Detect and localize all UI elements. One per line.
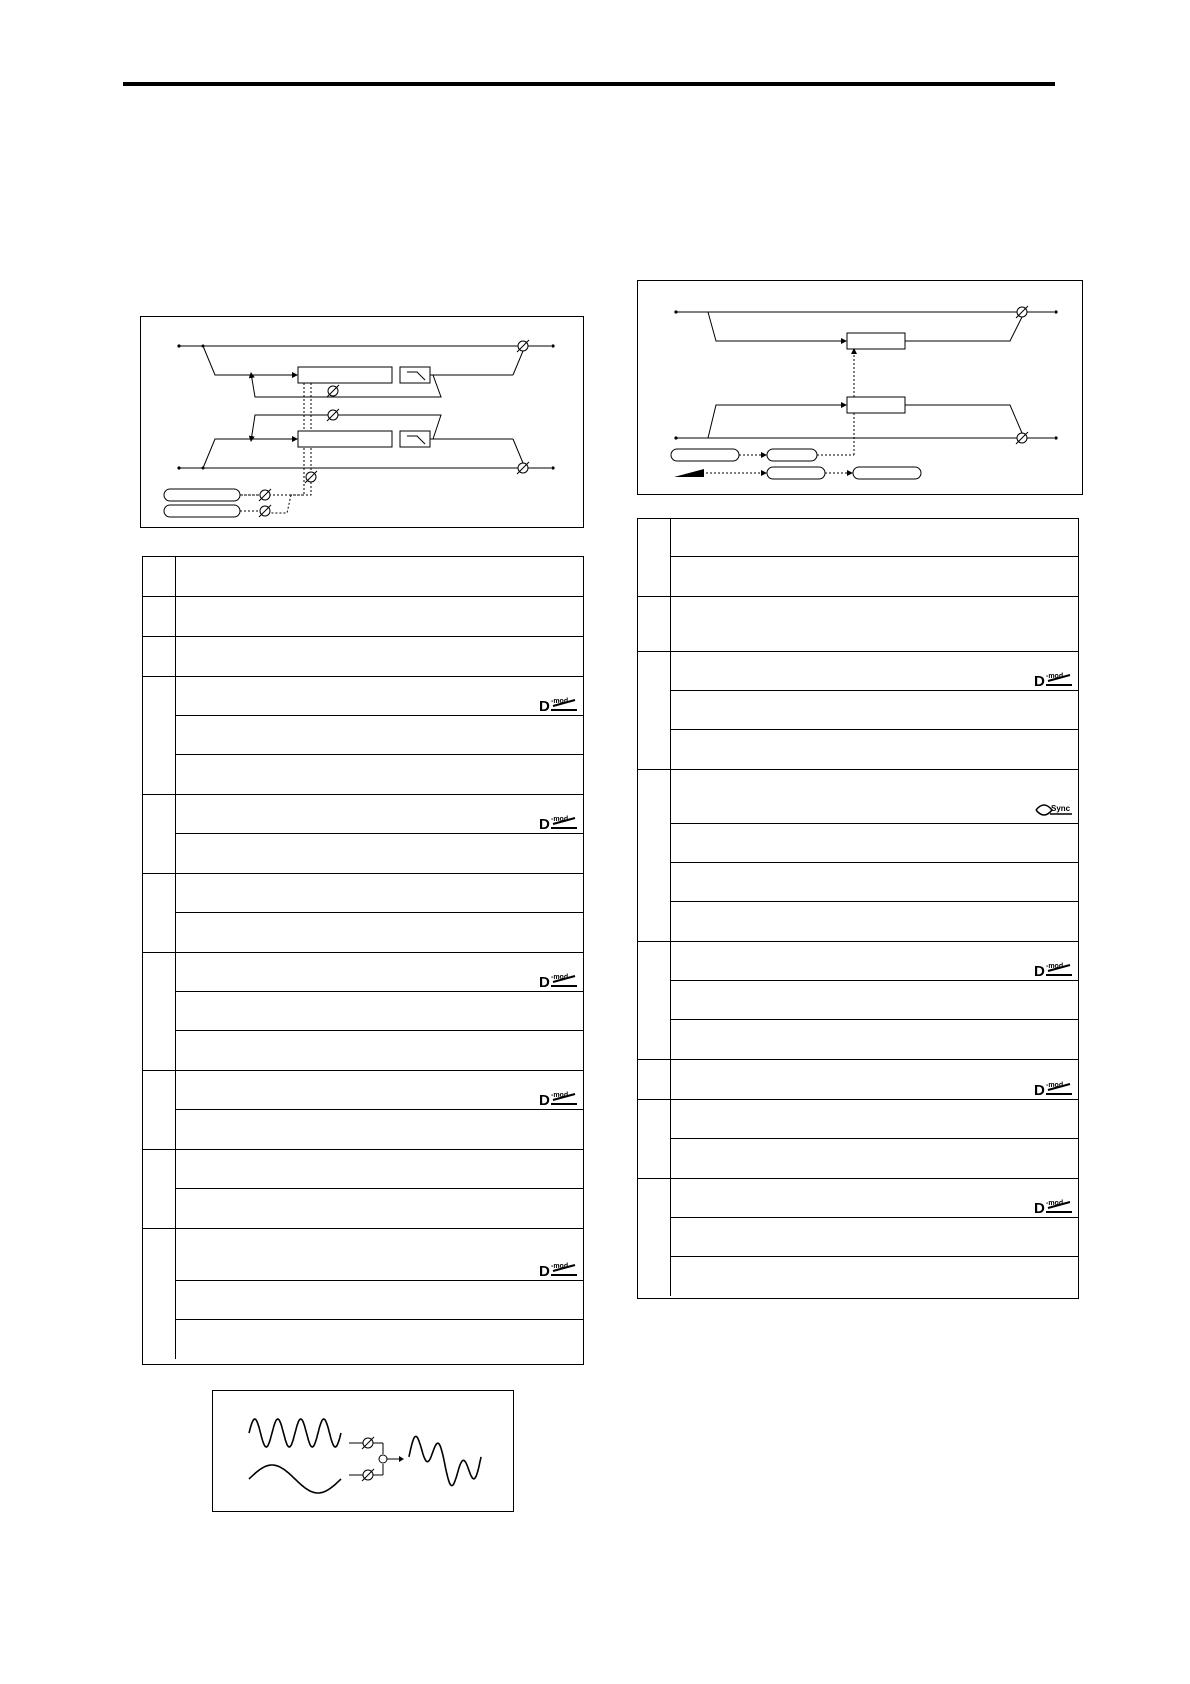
svg-text:-mod: -mod [551, 698, 569, 705]
param-group [638, 770, 1078, 942]
param-group [638, 597, 1078, 652]
svg-text:-mod: -mod [1046, 1082, 1064, 1089]
param-row [176, 795, 583, 834]
param-number-cell [143, 795, 176, 873]
param-row [671, 1100, 1078, 1139]
svg-text:-mod: -mod [551, 974, 569, 981]
block-diagram-right [637, 280, 1083, 495]
param-number-cell [143, 874, 176, 952]
param-row [176, 1071, 583, 1110]
param-number-cell [638, 942, 671, 1059]
param-row [671, 770, 1078, 824]
param-group [143, 795, 583, 874]
param-group [143, 557, 583, 597]
svg-text:D: D [539, 974, 550, 988]
dmod-icon [539, 972, 579, 988]
param-row [176, 755, 583, 794]
param-number-cell [143, 953, 176, 1070]
param-number-cell [638, 597, 671, 651]
param-group [638, 1100, 1078, 1179]
parameter-table-right [637, 518, 1079, 1299]
param-row [671, 824, 1078, 863]
param-number-cell [638, 652, 671, 769]
svg-text:D: D [1034, 1082, 1045, 1096]
param-number-cell [638, 1060, 671, 1099]
sync-icon [1034, 802, 1074, 820]
slow-sine-wave [249, 1465, 341, 1493]
param-row [176, 677, 583, 716]
param-row [176, 1150, 583, 1189]
svg-text:-mod: -mod [551, 1263, 569, 1270]
svg-text:-mod: -mod [1046, 673, 1064, 680]
svg-text:-mod: -mod [551, 1092, 569, 1099]
dmod-icon [539, 814, 579, 830]
param-row [176, 834, 583, 873]
param-number-cell [638, 519, 671, 596]
param-row [671, 691, 1078, 730]
svg-text:-mod: -mod [1046, 963, 1064, 970]
param-group [143, 677, 583, 795]
param-row [176, 1320, 583, 1359]
param-number-cell [638, 1100, 671, 1178]
svg-text:-mod: -mod [1046, 1200, 1064, 1207]
header-rule [123, 82, 1055, 86]
param-row [671, 519, 1078, 557]
param-row [671, 597, 1078, 651]
param-row [176, 597, 583, 636]
param-row [671, 730, 1078, 769]
param-number-cell [143, 557, 176, 596]
param-row [671, 1060, 1078, 1099]
param-group [143, 1071, 583, 1150]
param-row [671, 1139, 1078, 1178]
fast-sine-wave [249, 1419, 341, 1447]
dmod-icon [539, 1261, 579, 1277]
param-group [143, 597, 583, 637]
param-group [638, 1179, 1078, 1296]
param-row [176, 1281, 583, 1320]
param-row [176, 637, 583, 676]
dmod-icon [1034, 671, 1074, 687]
svg-text:D: D [539, 1263, 550, 1277]
param-row [176, 1110, 583, 1149]
param-number-cell [143, 1150, 176, 1228]
param-row [176, 716, 583, 755]
param-number-cell [143, 1071, 176, 1149]
param-group [143, 1229, 583, 1359]
param-group [638, 652, 1078, 770]
param-row [176, 1229, 583, 1281]
param-row [671, 1257, 1078, 1296]
param-number-cell [638, 1179, 671, 1296]
svg-text:D: D [539, 1092, 550, 1106]
svg-text:D: D [539, 698, 550, 712]
dmod-icon [1034, 1198, 1074, 1214]
param-row [176, 557, 583, 596]
param-row [671, 981, 1078, 1020]
param-number-cell [143, 1229, 176, 1359]
param-group [143, 637, 583, 677]
param-row [671, 863, 1078, 902]
param-row [671, 1179, 1078, 1218]
param-row [671, 557, 1078, 596]
param-row [176, 992, 583, 1031]
param-group [638, 942, 1078, 1060]
dmod-icon [539, 1090, 579, 1106]
waveform-mix-diagram [212, 1390, 514, 1512]
param-row [671, 902, 1078, 941]
param-row [671, 1218, 1078, 1257]
param-number-cell [143, 677, 176, 794]
svg-text:D: D [539, 816, 550, 830]
svg-text:D: D [1034, 963, 1045, 977]
param-row [671, 942, 1078, 981]
param-row [176, 1189, 583, 1228]
svg-text:D: D [1034, 673, 1045, 687]
param-row [176, 874, 583, 913]
param-row [671, 1020, 1078, 1059]
param-number-cell [143, 597, 176, 636]
block-diagram-left [140, 316, 584, 528]
param-number-cell [638, 770, 671, 941]
param-group [638, 519, 1078, 597]
dmod-icon [539, 696, 579, 712]
param-row [176, 953, 583, 992]
svg-text:D: D [1034, 1200, 1045, 1214]
dmod-icon [1034, 1080, 1074, 1096]
param-group [143, 1150, 583, 1229]
mixed-output-wave [409, 1436, 481, 1485]
svg-text:Sync: Sync [1051, 804, 1071, 813]
param-group [638, 1060, 1078, 1100]
param-row [176, 913, 583, 952]
param-row [671, 652, 1078, 691]
param-row [176, 1031, 583, 1070]
param-number-cell [143, 637, 176, 676]
param-group [143, 953, 583, 1071]
param-group [143, 874, 583, 953]
dmod-icon [1034, 961, 1074, 977]
parameter-table-left [142, 556, 584, 1365]
svg-text:-mod: -mod [551, 816, 569, 823]
